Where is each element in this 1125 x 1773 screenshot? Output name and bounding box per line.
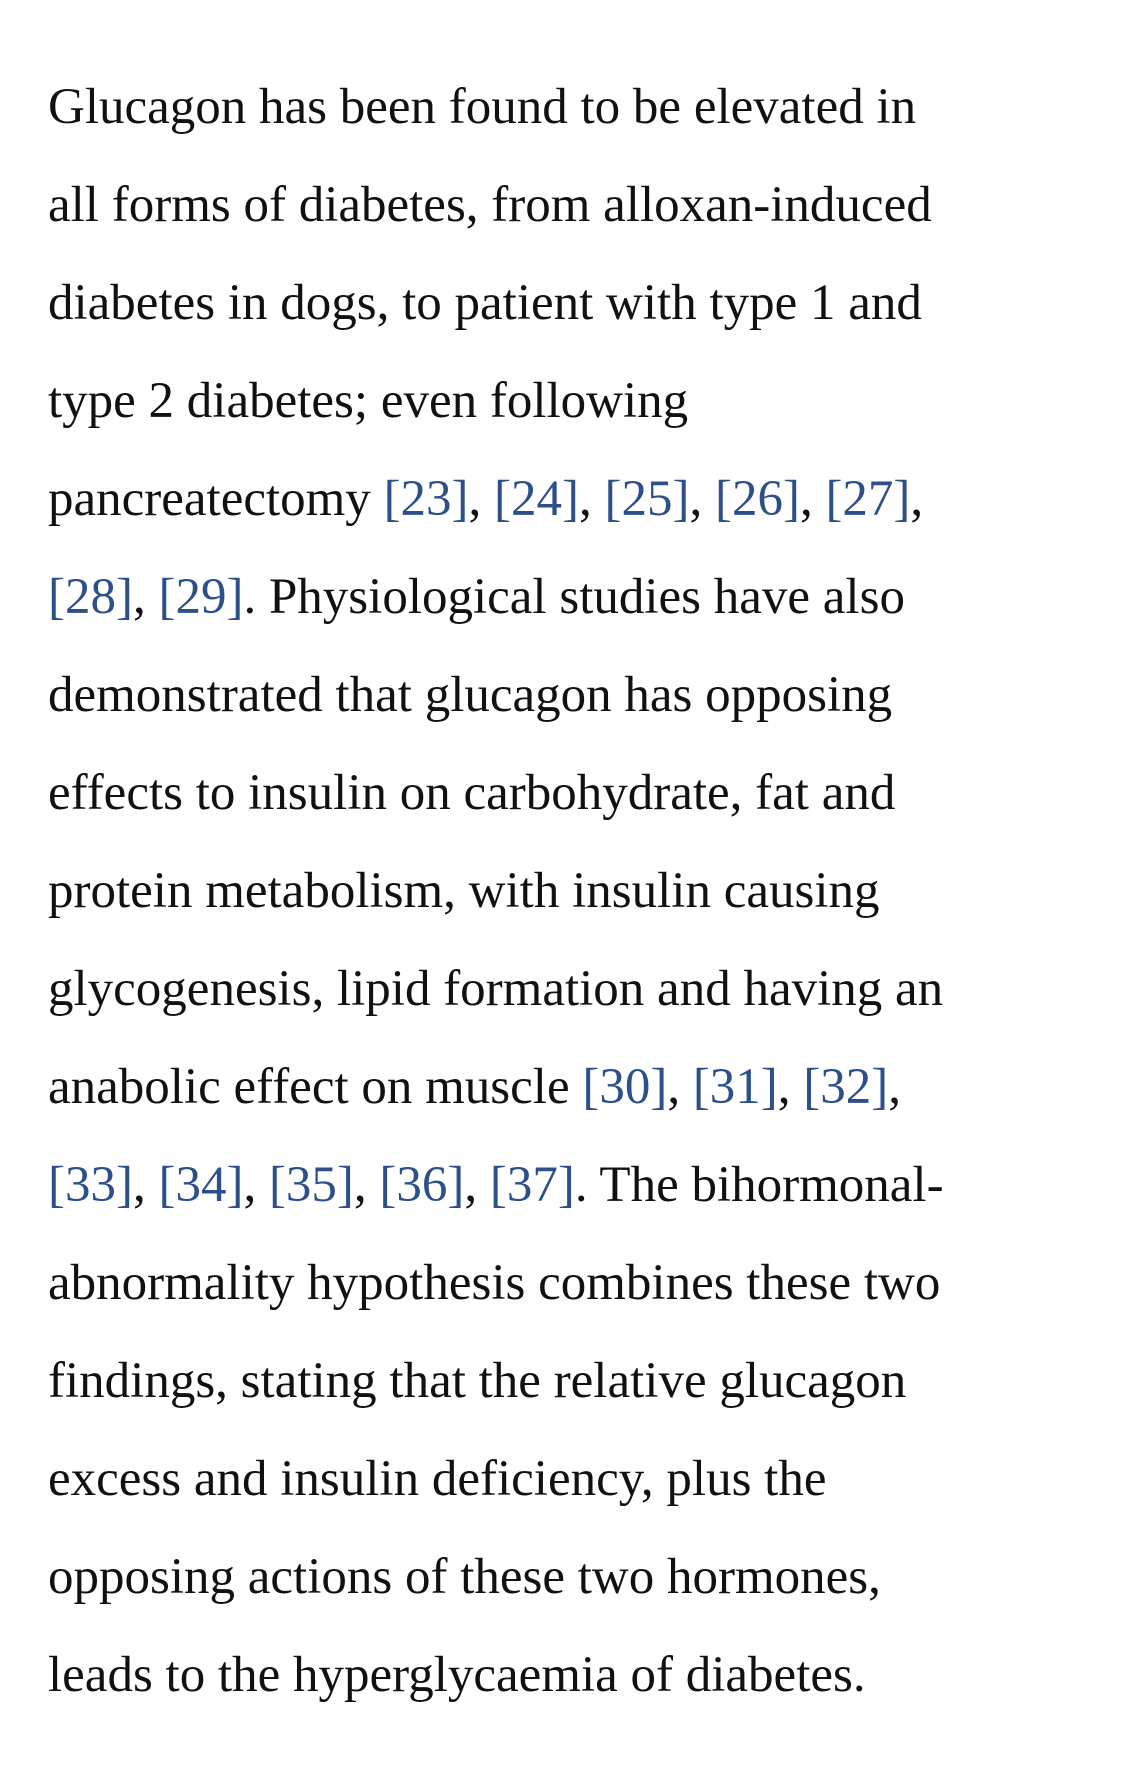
text-line (48, 1430, 1088, 1528)
paragraph-text: , (132, 569, 159, 625)
text-line (48, 1528, 1088, 1626)
paragraph-text: pancreatectomy (48, 471, 384, 527)
text-line (48, 352, 1088, 450)
paragraph-text: , (777, 1059, 804, 1115)
citation-link[interactable]: [33] (48, 1157, 133, 1213)
citation-link[interactable]: [37] (489, 1157, 575, 1213)
text-line (48, 1626, 1088, 1724)
paragraph-text: glycogenesis, lipid formation and having an (48, 961, 944, 1017)
citation-link[interactable]: [35] (268, 1157, 354, 1213)
citation-link[interactable]: [34] (158, 1157, 244, 1213)
paragraph (48, 58, 1088, 1724)
paragraph-text: , (689, 471, 715, 527)
article-body (48, 58, 1088, 1724)
citation-link[interactable]: [27] (825, 471, 911, 527)
paragraph-text: , (243, 1157, 269, 1213)
paragraph-text: . The bihormonal- (574, 1157, 944, 1213)
citation-link[interactable]: [25] (604, 471, 690, 527)
citation-link[interactable]: [28] (48, 569, 133, 625)
text-line (48, 1332, 1088, 1430)
citation-link[interactable]: [30] (582, 1059, 668, 1115)
paragraph-text: effects to insulin on carbohydrate, fat and (48, 765, 896, 821)
paragraph-text: findings, stating that the relative glucagon (48, 1353, 907, 1409)
citation-link[interactable]: [26] (714, 471, 800, 527)
paragraph-text: opposing actions of these two hormones, (48, 1549, 881, 1605)
text-line (48, 1038, 1088, 1136)
text-line (48, 450, 1088, 548)
paragraph-text: , (910, 471, 924, 527)
paragraph-text: , (799, 471, 826, 527)
citation-link[interactable]: [23] (383, 471, 469, 527)
paragraph-text: , (464, 1157, 490, 1213)
paragraph-text: all forms of diabetes, from alloxan-induced (48, 177, 932, 233)
paragraph-text: , (132, 1157, 159, 1213)
paragraph-text: . Physiological studies have also (243, 569, 905, 625)
text-line (48, 842, 1088, 940)
paragraph-text: Glucagon has been found to be elevated in (48, 79, 917, 135)
text-line (48, 548, 1088, 646)
text-line (48, 156, 1088, 254)
paragraph-text: , (468, 471, 495, 527)
text-line (48, 1136, 1088, 1234)
paragraph-text: diabetes in dogs, to patient with type 1 and (48, 275, 922, 331)
text-line (48, 254, 1088, 352)
paragraph-text: , (667, 1059, 693, 1115)
citation-link[interactable]: [24] (494, 471, 579, 527)
text-line (48, 646, 1088, 744)
citation-link[interactable]: [36] (379, 1157, 465, 1213)
citation-link[interactable]: [31] (692, 1059, 778, 1115)
text-line (48, 744, 1088, 842)
text-line (48, 58, 1088, 156)
paragraph-text: anabolic effect on muscle (48, 1059, 583, 1115)
paragraph-text: excess and insulin deficiency, plus the (48, 1451, 827, 1507)
citation-link[interactable]: [32] (803, 1059, 889, 1115)
paragraph-text: abnormality hypothesis combines these two (48, 1255, 941, 1311)
paragraph-text: leads to the hyperglycaemia of diabetes. (48, 1647, 866, 1703)
citation-link[interactable]: [29] (158, 569, 244, 625)
paragraph-text: , (353, 1157, 380, 1213)
paragraph-text: protein metabolism, with insulin causing (48, 863, 880, 919)
paragraph-text: type 2 diabetes; even following (48, 373, 689, 429)
text-line (48, 940, 1088, 1038)
paragraph-text: , (579, 471, 605, 527)
paragraph-text: , (888, 1059, 901, 1115)
text-line (48, 1234, 1088, 1332)
paragraph-text: demonstrated that glucagon has opposing (48, 667, 893, 723)
